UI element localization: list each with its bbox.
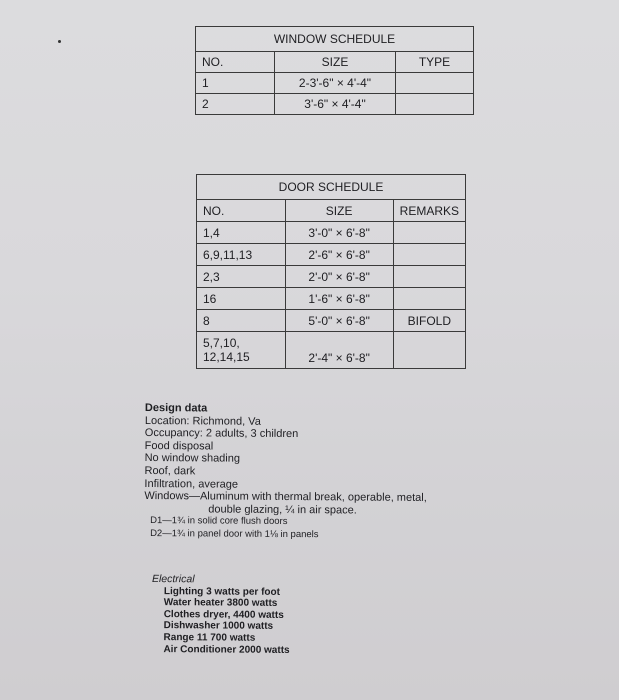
design-d1: D1—1¾ in solid core flush doors — [150, 515, 288, 528]
door-row-remarks — [393, 222, 465, 244]
design-data-block — [144, 402, 525, 543]
list-item: Air Conditioner 2000 watts — [163, 643, 290, 656]
stray-dot — [58, 40, 61, 43]
list-item: Range 11 700 watts — [163, 632, 256, 644]
electrical-block — [151, 574, 290, 656]
table-row — [197, 288, 466, 310]
table-row — [196, 73, 474, 94]
design-windows-line2: double glazing, ¼ in air space. — [208, 503, 357, 517]
window-header-type: TYPE — [396, 52, 474, 73]
door-schedule-title: DOOR SCHEDULE — [197, 175, 466, 200]
door-row-no-line1: 5,7,10, — [203, 336, 240, 350]
design-windows-line1: Windows—Aluminum with thermal break, operable, metal, — [144, 490, 427, 505]
door-row-size: 3'-0" × 6'-8" — [285, 222, 393, 244]
door-row-size: 2'-4" × 6'-8" — [285, 332, 393, 369]
door-schedule-table — [196, 174, 466, 369]
design-d2: D2—1¾ in panel door with 1⅛ in panels — [150, 527, 319, 541]
window-schedule-title: WINDOW SCHEDULE — [196, 27, 474, 52]
list-item: Dishwasher 1000 watts — [163, 620, 274, 633]
door-header-size: SIZE — [285, 200, 393, 222]
list-item: Water heater 3800 watts — [163, 597, 278, 610]
door-row-no: 8 — [197, 310, 286, 332]
window-schedule-table — [195, 26, 474, 115]
door-header-remarks: REMARKS — [393, 200, 465, 222]
door-row-size: 2'-6" × 6'-8" — [285, 244, 393, 266]
door-row-no-line2: 12,14,15 — [203, 350, 250, 364]
table-row — [196, 94, 474, 115]
list-item: Lighting 3 watts per foot — [163, 585, 281, 598]
window-row-no: 2 — [196, 94, 275, 115]
design-shading: No window shading — [144, 452, 241, 466]
design-occupancy: Occupancy: 2 adults, 3 children — [144, 427, 299, 441]
design-data-heading: Design data — [144, 402, 208, 415]
window-row-size: 2-3'-6" × 4'-4" — [275, 73, 396, 94]
door-row-no: 1,4 — [197, 222, 286, 244]
door-row-remarks — [393, 288, 465, 310]
window-row-type — [396, 94, 474, 115]
electrical-heading: Electrical — [151, 573, 195, 586]
window-row-no: 1 — [196, 73, 275, 94]
window-header-size: SIZE — [275, 52, 396, 73]
door-row-size: 1'-6" × 6'-8" — [285, 288, 393, 310]
design-infiltration: Infiltration, average — [144, 477, 239, 491]
door-row-remarks — [393, 244, 465, 266]
door-row-remarks — [393, 332, 465, 369]
door-row-remarks: BIFOLD — [393, 310, 465, 332]
door-row-size: 2'-0" × 6'-8" — [285, 266, 393, 288]
window-header-no: NO. — [196, 52, 275, 73]
door-row-remarks — [393, 266, 465, 288]
design-roof: Roof, dark — [144, 464, 196, 478]
door-header-no: NO. — [197, 200, 286, 222]
table-row — [197, 222, 466, 244]
door-row-no: 16 — [197, 288, 286, 310]
design-food: Food disposal — [144, 439, 214, 453]
table-row — [197, 244, 466, 266]
table-row — [197, 266, 466, 288]
design-location: Location: Richmond, Va — [144, 414, 261, 428]
door-row-no: 6,9,11,13 — [197, 244, 286, 266]
door-row-no: 2,3 — [197, 266, 286, 288]
door-row-no-multiline — [197, 332, 286, 369]
window-row-size: 3'-6" × 4'-4" — [275, 94, 396, 115]
table-row — [197, 332, 466, 369]
list-item: Clothes dryer, 4400 watts — [163, 608, 284, 621]
window-row-type — [396, 73, 474, 94]
table-row — [197, 310, 466, 332]
door-row-size: 5'-0" × 6'-8" — [285, 310, 393, 332]
